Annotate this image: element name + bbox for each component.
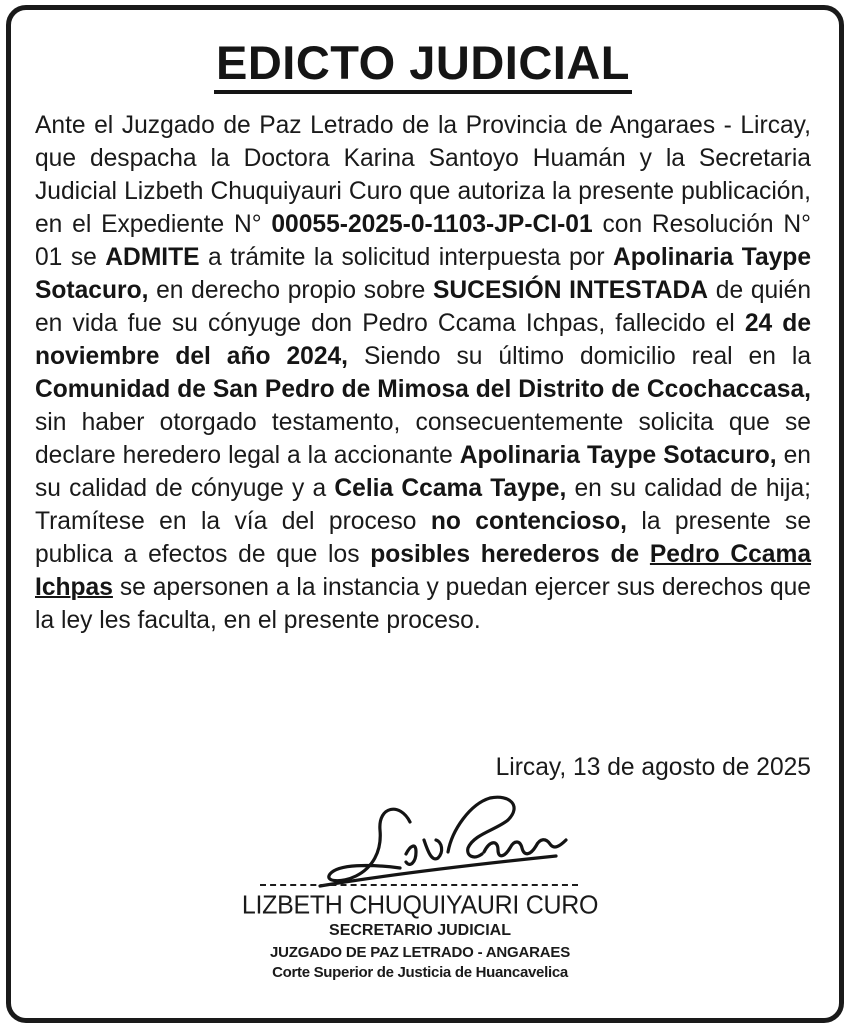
deceased-name: Pedro Ccama Ichpas <box>35 541 812 601</box>
daughter-name: Celia Ccama Taype, <box>334 475 567 502</box>
date-line: Lircay, 13 de agosto de 2025 <box>495 754 811 781</box>
heirs-phrase: posibles herederos de <box>370 541 650 568</box>
signer-role: SECRETARIO JUDICIAL <box>329 922 511 939</box>
body-text-segment: Ante el Juzgado de Paz Letrado de la Provincia de Angaraes - Lircay, que despacha la Doctora Karina Santoyo Huamán y la Secretaria Judicial Lizbeth Chuquiyauri Curo que autoriza la presente publicación, en el Expediente N° <box>35 112 811 238</box>
body-text-segment: en su calidad de hija; Tramítese en la vía del proceso <box>35 475 811 535</box>
body-text-segment: en su calidad de cónyuge y a <box>35 442 811 502</box>
body-text-segment: la presente se publica a efectos de que los <box>35 508 812 568</box>
domicile: Comunidad de San Pedro de Mimosa del Distrito de Ccochaccasa, <box>35 376 811 403</box>
admite-keyword: ADMITE <box>105 244 200 271</box>
edict-title <box>0 33 846 94</box>
signature-block <box>240 790 620 1000</box>
body-text-segment: Siendo su último domicilio real en la <box>348 343 811 370</box>
body-text-segment: se apersonen a la instancia y puedan ejercer sus derechos que la ley les faculta, en el presente proceso. <box>35 574 811 634</box>
death-date: 24 de noviembre del año 2024, <box>35 310 812 370</box>
applicant-name: Apolinaria Taype Sotacuro, <box>459 442 777 469</box>
body-text-segment: a trámite la solicitud interpuesta por <box>199 244 614 271</box>
body-text-segment: de quién en vida fue su cónyuge don Pedro Ccama Ichpas, fallecido el <box>35 277 811 337</box>
edict-title-text: EDICTO JUDICIAL <box>214 36 632 94</box>
body-text-segment: con Resolución N° 01 se <box>35 211 811 271</box>
body-text-segment: en derecho propio sobre <box>148 277 434 304</box>
applicant-name: Apolinaria Taype Sotacuro, <box>35 244 812 304</box>
expediente-number: 00055-2025-0-1103-JP-CI-01 <box>271 211 593 238</box>
signer-court: JUZGADO DE PAZ LETRADO - ANGARAES <box>269 944 571 961</box>
case-type: SUCESIÓN INTESTADA <box>433 277 709 304</box>
body-text-segment: sin haber otorgado testamento, consecuentemente solicita que se declare heredero legal a la accionante <box>35 409 811 469</box>
signer-superior-court: Corte Superior de Justicia de Huancavelica <box>272 964 568 981</box>
edict-body-paragraph <box>35 109 811 637</box>
signer-name: LIZBETH CHUQUIYAURI CURO <box>241 890 599 920</box>
signature-line <box>260 884 578 886</box>
process-type: no contencioso, <box>430 508 627 535</box>
